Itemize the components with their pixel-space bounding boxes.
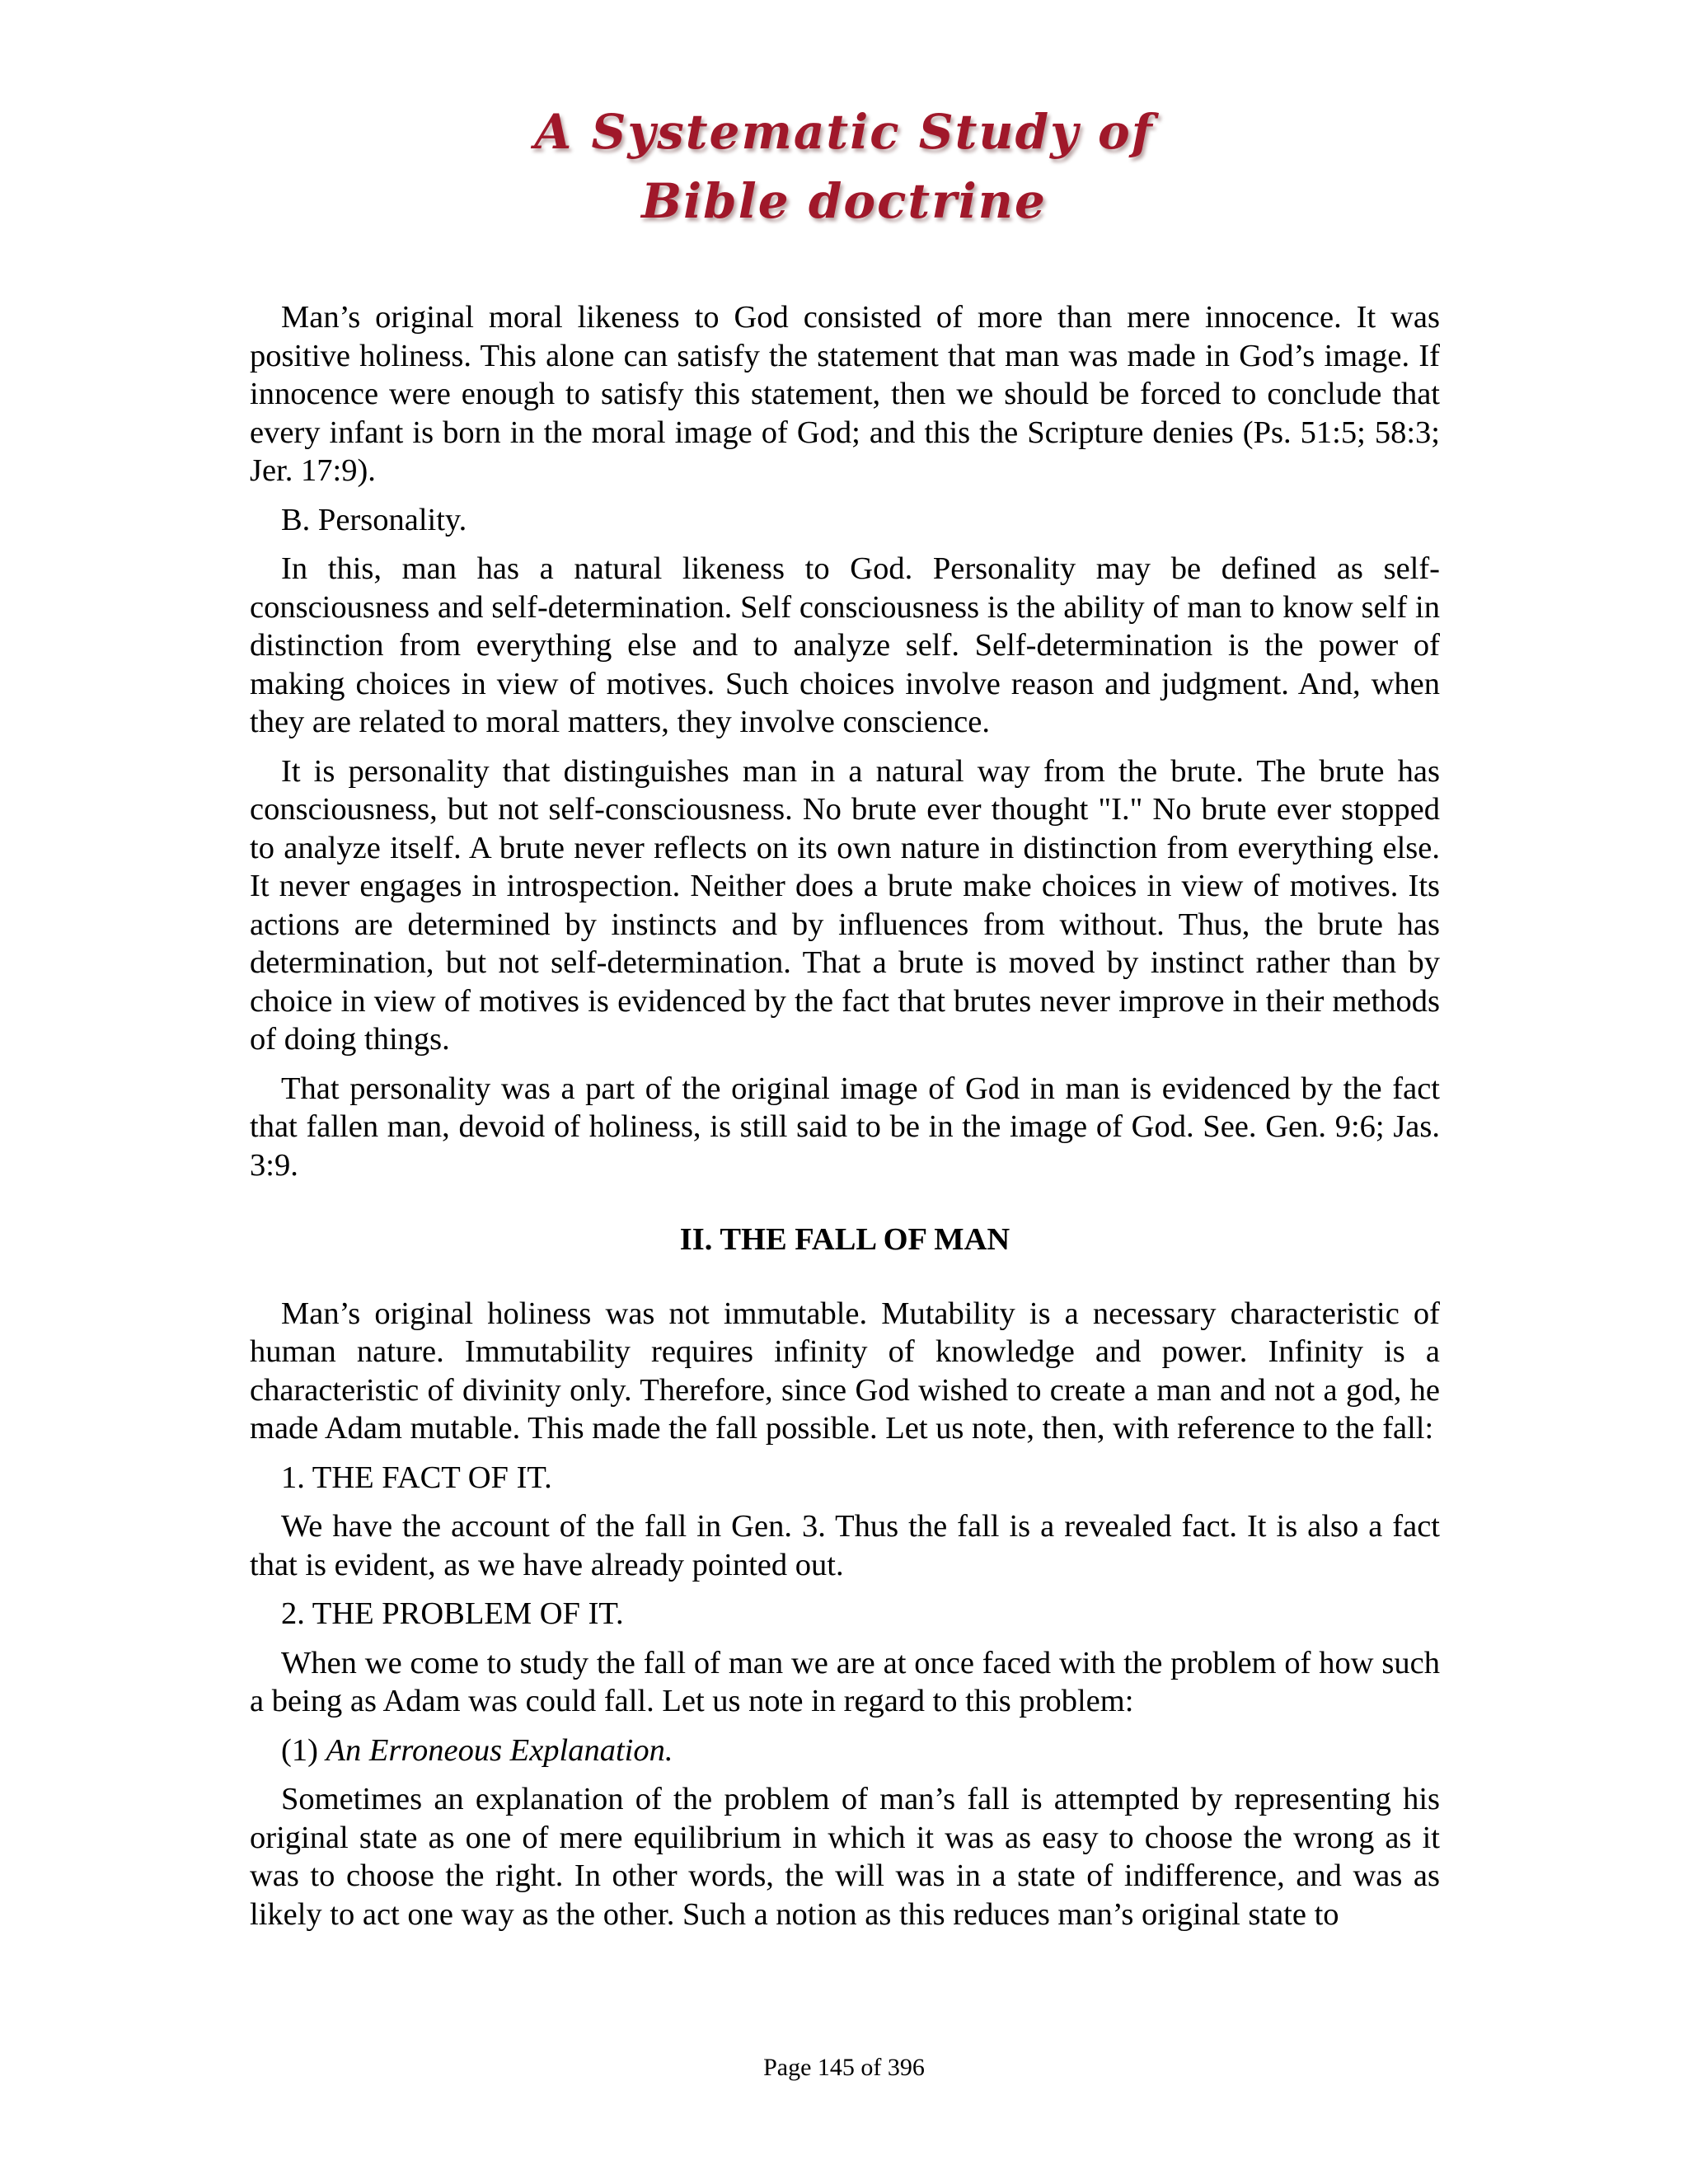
subsection-label: 1. THE FACT OF IT. bbox=[281, 1460, 552, 1495]
paragraph: Man’s original moral likeness to God consisted of more than mere innocence. It was positive holiness. This alone can satisfy the statement that man was made in God’s image. If innocence were enough to satisfy this statement, then we should be forced to conclude that every infant is born in the moral image of God; and this the Scripture denies (Ps. 51:5; 58:3; Jer. 17:9). bbox=[250, 300, 1440, 488]
page-number: Page 145 of 396 bbox=[763, 2054, 925, 2081]
paragraph: It is personality that distinguishes man in a natural way from the brute. The brute has consciousness, but not self-consciousness. No brute ever thought "I." No brute ever stopped to analyze itself. A brute never reflects on its own nature in distinction from everything else. It never engages in introspection. Neither does a brute make choices in view of motives. Its actions are determined by instincts and by influences from without. Thus, the brute has determination, but not self-determination. That a brute is moved by instinct rather than by choice in view of motives is evidenced by the fact that brutes never improve in their methods of doing things. bbox=[250, 753, 1440, 1057]
section-heading: II. THE FALL OF MAN bbox=[679, 1222, 1010, 1257]
document-title-logo bbox=[0, 97, 1688, 236]
subsection-label: B. Personality. bbox=[281, 502, 467, 537]
paragraph: Man’s original holiness was not immutable. Mutability is a necessary characteristic of human nature. Immutability requires infinity of knowledge and power. Infinity is a characteristic of divinity only. Therefore, since God wished to create a man and not a god, he made Adam mutable. This made the fall possible. Let us note, then, with reference to the fall: bbox=[250, 1296, 1440, 1446]
paragraph: In this, man has a natural likeness to God. Personality may be defined as self-consciousness and self-determination. Self consciousness is the ability of man to know self in distinction from everything else and to analyze self. Self-determination is the power of making choices in view of motives. Such choices involve reason and judgment. And, when they are related to moral matters, they involve conscience. bbox=[250, 551, 1440, 739]
item-title: An Erroneous Explanation. bbox=[326, 1732, 673, 1768]
item-number: (1) bbox=[281, 1732, 318, 1768]
title-line-1: A Systematic Study of bbox=[534, 104, 1154, 160]
paragraph: That personality was a part of the original image of God in man is evidenced by the fact that fallen man, devoid of holiness, is still said to be in the image of God. See. Gen. 9:6; Jas. 3:9. bbox=[250, 1071, 1440, 1183]
subsection-label bbox=[250, 1732, 1440, 1770]
paragraph: Sometimes an explanation of the problem of man’s fall is attempted by representing his original state as one of mere equilibrium in which it was as easy to choose the wrong as it was to choose the right. In other words, the will was in a state of indifference, and was as likely to act one way as the other. Such a notion as this reduces man’s original state to bbox=[250, 1782, 1440, 1932]
paragraph: When we come to study the fall of man we are at once faced with the problem of how such a being as Adam was could fall. Let us note in regard to this problem: bbox=[250, 1645, 1440, 1718]
paragraph: We have the account of the fall in Gen. 3. Thus the fall is a revealed fact. It is also a fact that is evident, as we have already pointed out. bbox=[250, 1509, 1440, 1582]
subsection-label: 2. THE PROBLEM OF IT. bbox=[281, 1596, 624, 1631]
title-line-2: Bible doctrine bbox=[641, 173, 1047, 229]
page-body bbox=[250, 298, 1440, 1944]
